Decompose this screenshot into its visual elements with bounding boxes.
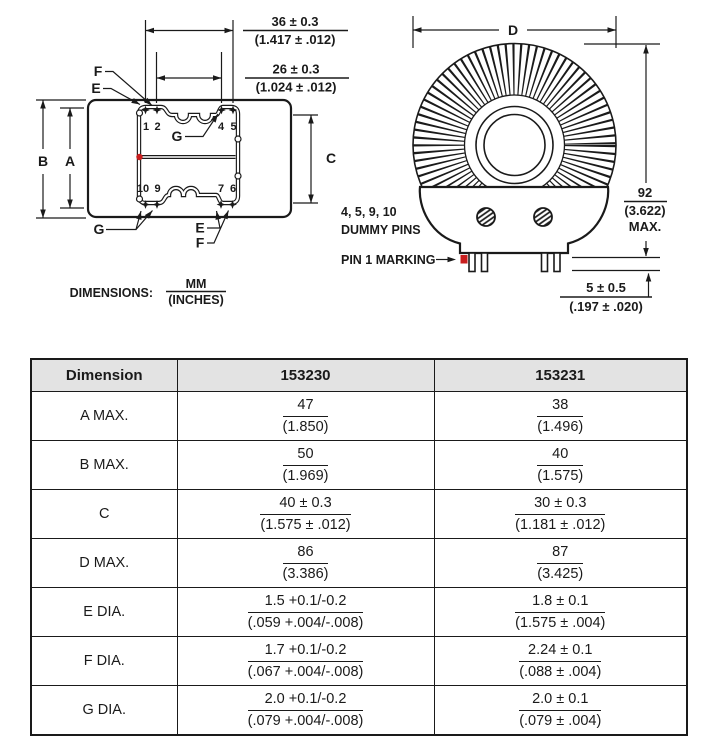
dim-b-label: B [37,153,49,169]
value-inch: (.088 ± .004) [519,663,602,680]
dim-36-inch: (1.417 ± .012) [254,32,336,47]
value-mm: 40 [537,446,583,466]
value-cell [177,637,434,686]
dim-c [293,115,336,203]
dim-f-top-label: F [93,63,103,79]
value-cell [434,686,687,736]
value-cell [434,441,687,490]
value-inch: (1.496) [537,418,584,435]
pin1-marking-note [341,253,456,267]
dim-26-mm: 26 ± 0.3 [272,61,320,77]
pin-number-5: 5 [230,121,237,133]
value-inch: (.059 +.004/-.008) [247,614,364,631]
dimension-cell: G DIA. [31,686,177,736]
value-inch: (1.575 ± .012) [260,516,351,533]
value-cell [434,490,687,539]
dimensions-units-note [70,277,226,307]
dimensions-label: DIMENSIONS: [69,286,153,300]
dim-g-bottom-label: G [93,221,105,237]
pin-number-10: 10 [136,183,150,195]
dim-36-mm: 36 ± 0.3 [271,14,319,29]
leader-e-bottom [195,210,221,235]
dim-92-inch: (3.622) [624,203,666,218]
value-inch: (.079 +.004/-.008) [247,712,364,729]
outline-drawings [0,0,714,356]
pin-number-1: 1 [142,121,150,133]
dummy-pins-line1: 4, 5, 9, 10 [341,205,397,219]
value-mm: 50 [283,446,329,466]
value-mm: 86 [283,544,329,564]
dim-f-bottom-label: F [195,234,205,251]
front-view-diagram [341,16,667,314]
value-inch: (1.181 ± .012) [515,516,606,533]
dim-width-inner [157,52,350,103]
table-header-153230: 153230 [177,359,434,392]
dim-5-inch: (.197 ± .020) [569,299,643,314]
table-row [31,392,687,441]
units-inch: (INCHES) [168,293,224,307]
units-mm: MM [185,277,207,291]
dimension-cell: D MAX. [31,539,177,588]
table-header-dimension: Dimension [31,359,177,392]
value-inch: (1.575) [537,467,584,484]
value-mm: 40 ± 0.3 [260,495,350,515]
dim-92-mm: 92 [637,185,653,200]
screw-icon [534,208,552,226]
dim-26-inch: (1.024 ± .012) [255,79,337,95]
value-cell [434,588,687,637]
dummy-pins-line2: DUMMY PINS [341,223,421,237]
value-cell [434,392,687,441]
dimension-cell: F DIA. [31,637,177,686]
value-mm: 1.8 ± 0.1 [515,593,605,613]
dimension-cell: A MAX. [31,392,177,441]
value-mm: 2.24 ± 0.1 [519,642,601,662]
value-cell [177,686,434,736]
dim-92-max: MAX. [628,219,662,234]
table-row [31,637,687,686]
dim-b [36,100,86,218]
table-row [31,686,687,736]
pin1-red-dot [136,154,142,160]
pin-number-7: 7 [217,183,225,195]
value-cell [177,588,434,637]
dummy-pins-note [341,205,421,237]
table-header-row [31,359,687,392]
pin1-marking-label: PIN 1 MARKING [341,253,436,267]
value-inch: (.079 ± .004) [519,712,602,729]
value-inch: (1.969) [282,467,329,484]
value-mm: 2.0 +0.1/-0.2 [248,691,364,711]
value-inch: (1.575 ± .004) [515,614,606,631]
value-mm: 1.5 +0.1/-0.2 [248,593,364,613]
mounting-base [420,187,608,253]
pin-number-6: 6 [229,183,237,195]
value-inch: (1.850) [282,418,329,435]
value-mm: 38 [537,397,583,417]
screw-icon [477,208,495,226]
value-inch: (3.425) [537,565,584,582]
dim-d-label: D [507,22,519,38]
value-mm: 30 ± 0.3 [515,495,605,515]
pin1-marking-square [461,255,468,264]
dimension-cell: C [31,490,177,539]
bottom-view-diagram [36,14,349,307]
table-header-153231: 153231 [434,359,687,392]
value-inch: (.067 +.004/-.008) [247,663,364,680]
dim-a [60,108,84,208]
dim-5-mm: 5 ± 0.5 [586,280,626,295]
leader-e-top [91,80,141,107]
value-mm: 1.7 +0.1/-0.2 [248,642,364,662]
value-cell [177,441,434,490]
seating-plane-lines [572,258,660,271]
dim-a-label: A [64,153,76,169]
dimension-table [30,358,688,736]
pin1-arrow-icon [448,257,457,263]
value-inch: (3.386) [282,565,329,582]
toroid-hole-inner [484,115,545,176]
dim-g-top-label: G [171,128,183,144]
value-cell [177,392,434,441]
pin-number-4: 4 [217,121,225,133]
value-cell [177,490,434,539]
pin-number-9: 9 [154,183,161,195]
dim-e-bottom-label: E [195,219,205,236]
value-cell [434,539,687,588]
table-row [31,588,687,637]
dimension-cell: E DIA. [31,588,177,637]
value-mm: 87 [537,544,583,564]
value-mm: 47 [283,397,329,417]
pin-number-2: 2 [154,121,161,133]
table-row [31,441,687,490]
value-cell [434,637,687,686]
value-cell [177,539,434,588]
leader-g-bottom [94,209,155,237]
dim-c-label: C [325,150,337,166]
dim-e-top-label: E [91,80,101,96]
table-row [31,490,687,539]
table-row [31,539,687,588]
value-mm: 2.0 ± 0.1 [519,691,601,711]
dim-pin-length [560,273,652,314]
base-pins [461,253,561,272]
dimension-cell: B MAX. [31,441,177,490]
